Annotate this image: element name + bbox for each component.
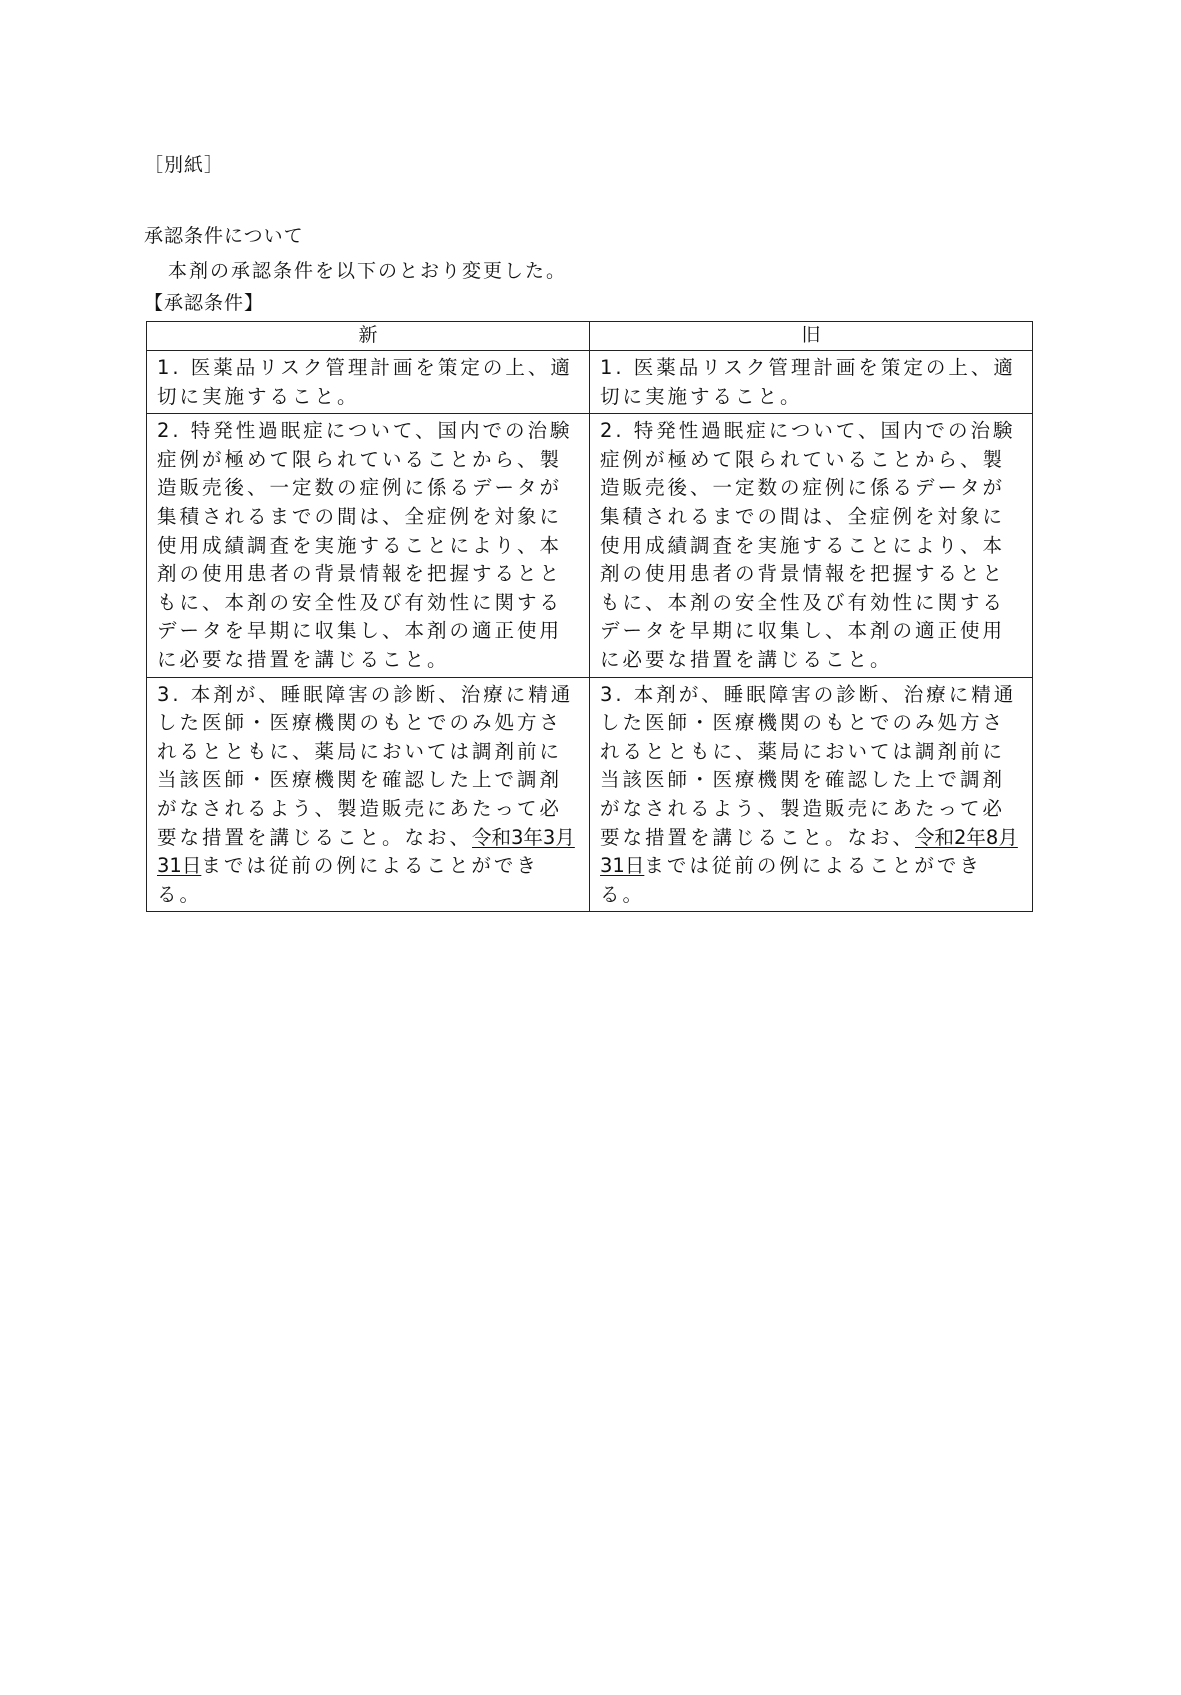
condition-1-new: 1. 医薬品リスク管理計画を策定の上、適切に実施すること。	[147, 351, 590, 414]
header-old: 旧	[590, 322, 1033, 351]
header-new: 新	[147, 322, 590, 351]
condition-3-old-tail: までは従前の例によることができる。	[600, 854, 982, 906]
intro-text: 本剤の承認条件を以下のとおり変更した。	[168, 260, 568, 282]
condition-3-new-date: 令和3年3月31日	[157, 825, 575, 878]
condition-1-old: 1. 医薬品リスク管理計画を策定の上、適切に実施すること。	[590, 351, 1033, 414]
condition-3-new-text: 3. 本剤が、睡眠障害の診断、治療に精通した医師・医療機関のもとでのみ処方されるとともに、薬局においては調剤前に当該医師・医療機関を確認した上で調剤がなされるよう、製造販売にあたって必要な措置を講じること。なお、	[157, 682, 574, 849]
section-title: 承認条件について	[144, 225, 304, 247]
condition-3-old	[590, 677, 1033, 912]
condition-2-old: 2. 特発性過眠症について、国内での治験症例が極めて限られていることから、製造販売後、一定数の症例に係るデータが集積されるまでの間は、全症例を対象に使用成績調査を実施することにより、本剤の使用患者の背景情報を把握するとともに、本剤の安全性及び有効性に関するデータを早期に収集し、本剤の適正使用に必要な措置を講じること。	[590, 414, 1033, 677]
condition-3-new	[147, 677, 590, 912]
condition-3-old-text: 3. 本剤が、睡眠障害の診断、治療に精通した医師・医療機関のもとでのみ処方されるとともに、薬局においては調剤前に当該医師・医療機関を確認した上で調剤がなされるよう、製造販売にあたって必要な措置を講じること。なお、	[600, 682, 1017, 849]
table-label: 【承認条件】	[144, 292, 265, 314]
table-row	[147, 351, 1033, 414]
condition-3-new-tail: までは従前の例によることができる。	[157, 854, 539, 906]
approval-conditions-table	[146, 321, 1033, 912]
attachment-label: ［別紙］	[144, 154, 225, 176]
table-row	[147, 677, 1033, 912]
condition-3-old-date: 令和2年8月31日	[600, 825, 1018, 878]
condition-2-new: 2. 特発性過眠症について、国内での治験症例が極めて限られていることから、製造販売後、一定数の症例に係るデータが集積されるまでの間は、全症例を対象に使用成績調査を実施することにより、本剤の使用患者の背景情報を把握するとともに、本剤の安全性及び有効性に関するデータを早期に収集し、本剤の適正使用に必要な措置を講じること。	[147, 414, 590, 677]
table-header-row	[147, 322, 1033, 351]
table-row	[147, 414, 1033, 677]
